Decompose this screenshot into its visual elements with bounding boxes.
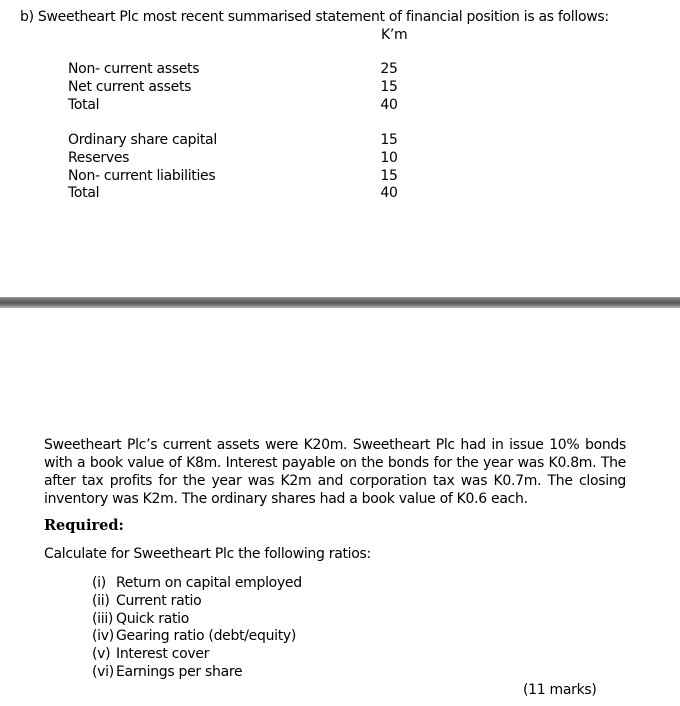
list-item (92, 593, 302, 611)
asset-total-label: Total (68, 97, 100, 113)
asset-value: 15 (380, 79, 398, 95)
scenario-paragraph: Sweetheart Plc’s current assets were K20m. Sweetheart Plc had in issue 10% bonds with a book value of K8m. Interest payable on the bonds for the year was K0.8m. The after tax profits for the year was K2m and corporation tax was K0.7m. The closing inventory was K2m. The ordinary shares had a book value of K0.6 each. (44, 437, 626, 507)
list-item-text: Interest cover (116, 646, 210, 663)
list-item-number: (v) (92, 646, 111, 663)
marks-label: (11 marks) (523, 682, 597, 698)
list-item (92, 611, 302, 629)
list-item-number: (iv) (92, 628, 114, 645)
required-label: Required: (44, 517, 124, 534)
question-heading: b) Sweetheart Plc most recent summarised statement of financial position is as follows: (20, 9, 609, 25)
list-item-text: Quick ratio (116, 610, 190, 627)
capital-total-label: Total (68, 185, 100, 201)
capital-value: 15 (380, 132, 398, 148)
asset-total-value: 40 (380, 97, 398, 113)
list-item-text: Return on capital employed (116, 575, 302, 591)
list-item-number: (ii) (92, 592, 110, 609)
capital-value: 15 (380, 168, 398, 184)
capital-label: Non- current liabilities (68, 168, 216, 184)
list-item-number: (vi) (92, 663, 114, 680)
page-divider (0, 297, 680, 308)
unit-header: K’m (381, 27, 408, 43)
asset-label: Net current assets (68, 79, 192, 95)
ratio-list (92, 575, 302, 682)
asset-label: Non- current assets (68, 61, 200, 77)
list-item-text: Gearing ratio (debt/equity) (116, 628, 297, 645)
list-item (92, 575, 302, 593)
list-item-text: Earnings per share (116, 663, 243, 680)
capital-label: Ordinary share capital (68, 132, 217, 148)
capital-label: Reserves (68, 150, 130, 166)
capital-value: 10 (380, 150, 398, 166)
list-item-number: (iii) (92, 610, 114, 627)
list-item (92, 664, 302, 682)
list-item (92, 646, 302, 664)
list-item-text: Current ratio (116, 592, 202, 609)
instruction-text: Calculate for Sweetheart Plc the following ratios: (44, 546, 371, 562)
list-item-number: (i) (92, 575, 106, 591)
capital-total-value: 40 (380, 185, 398, 201)
list-item (92, 628, 302, 646)
asset-value: 25 (380, 61, 398, 77)
